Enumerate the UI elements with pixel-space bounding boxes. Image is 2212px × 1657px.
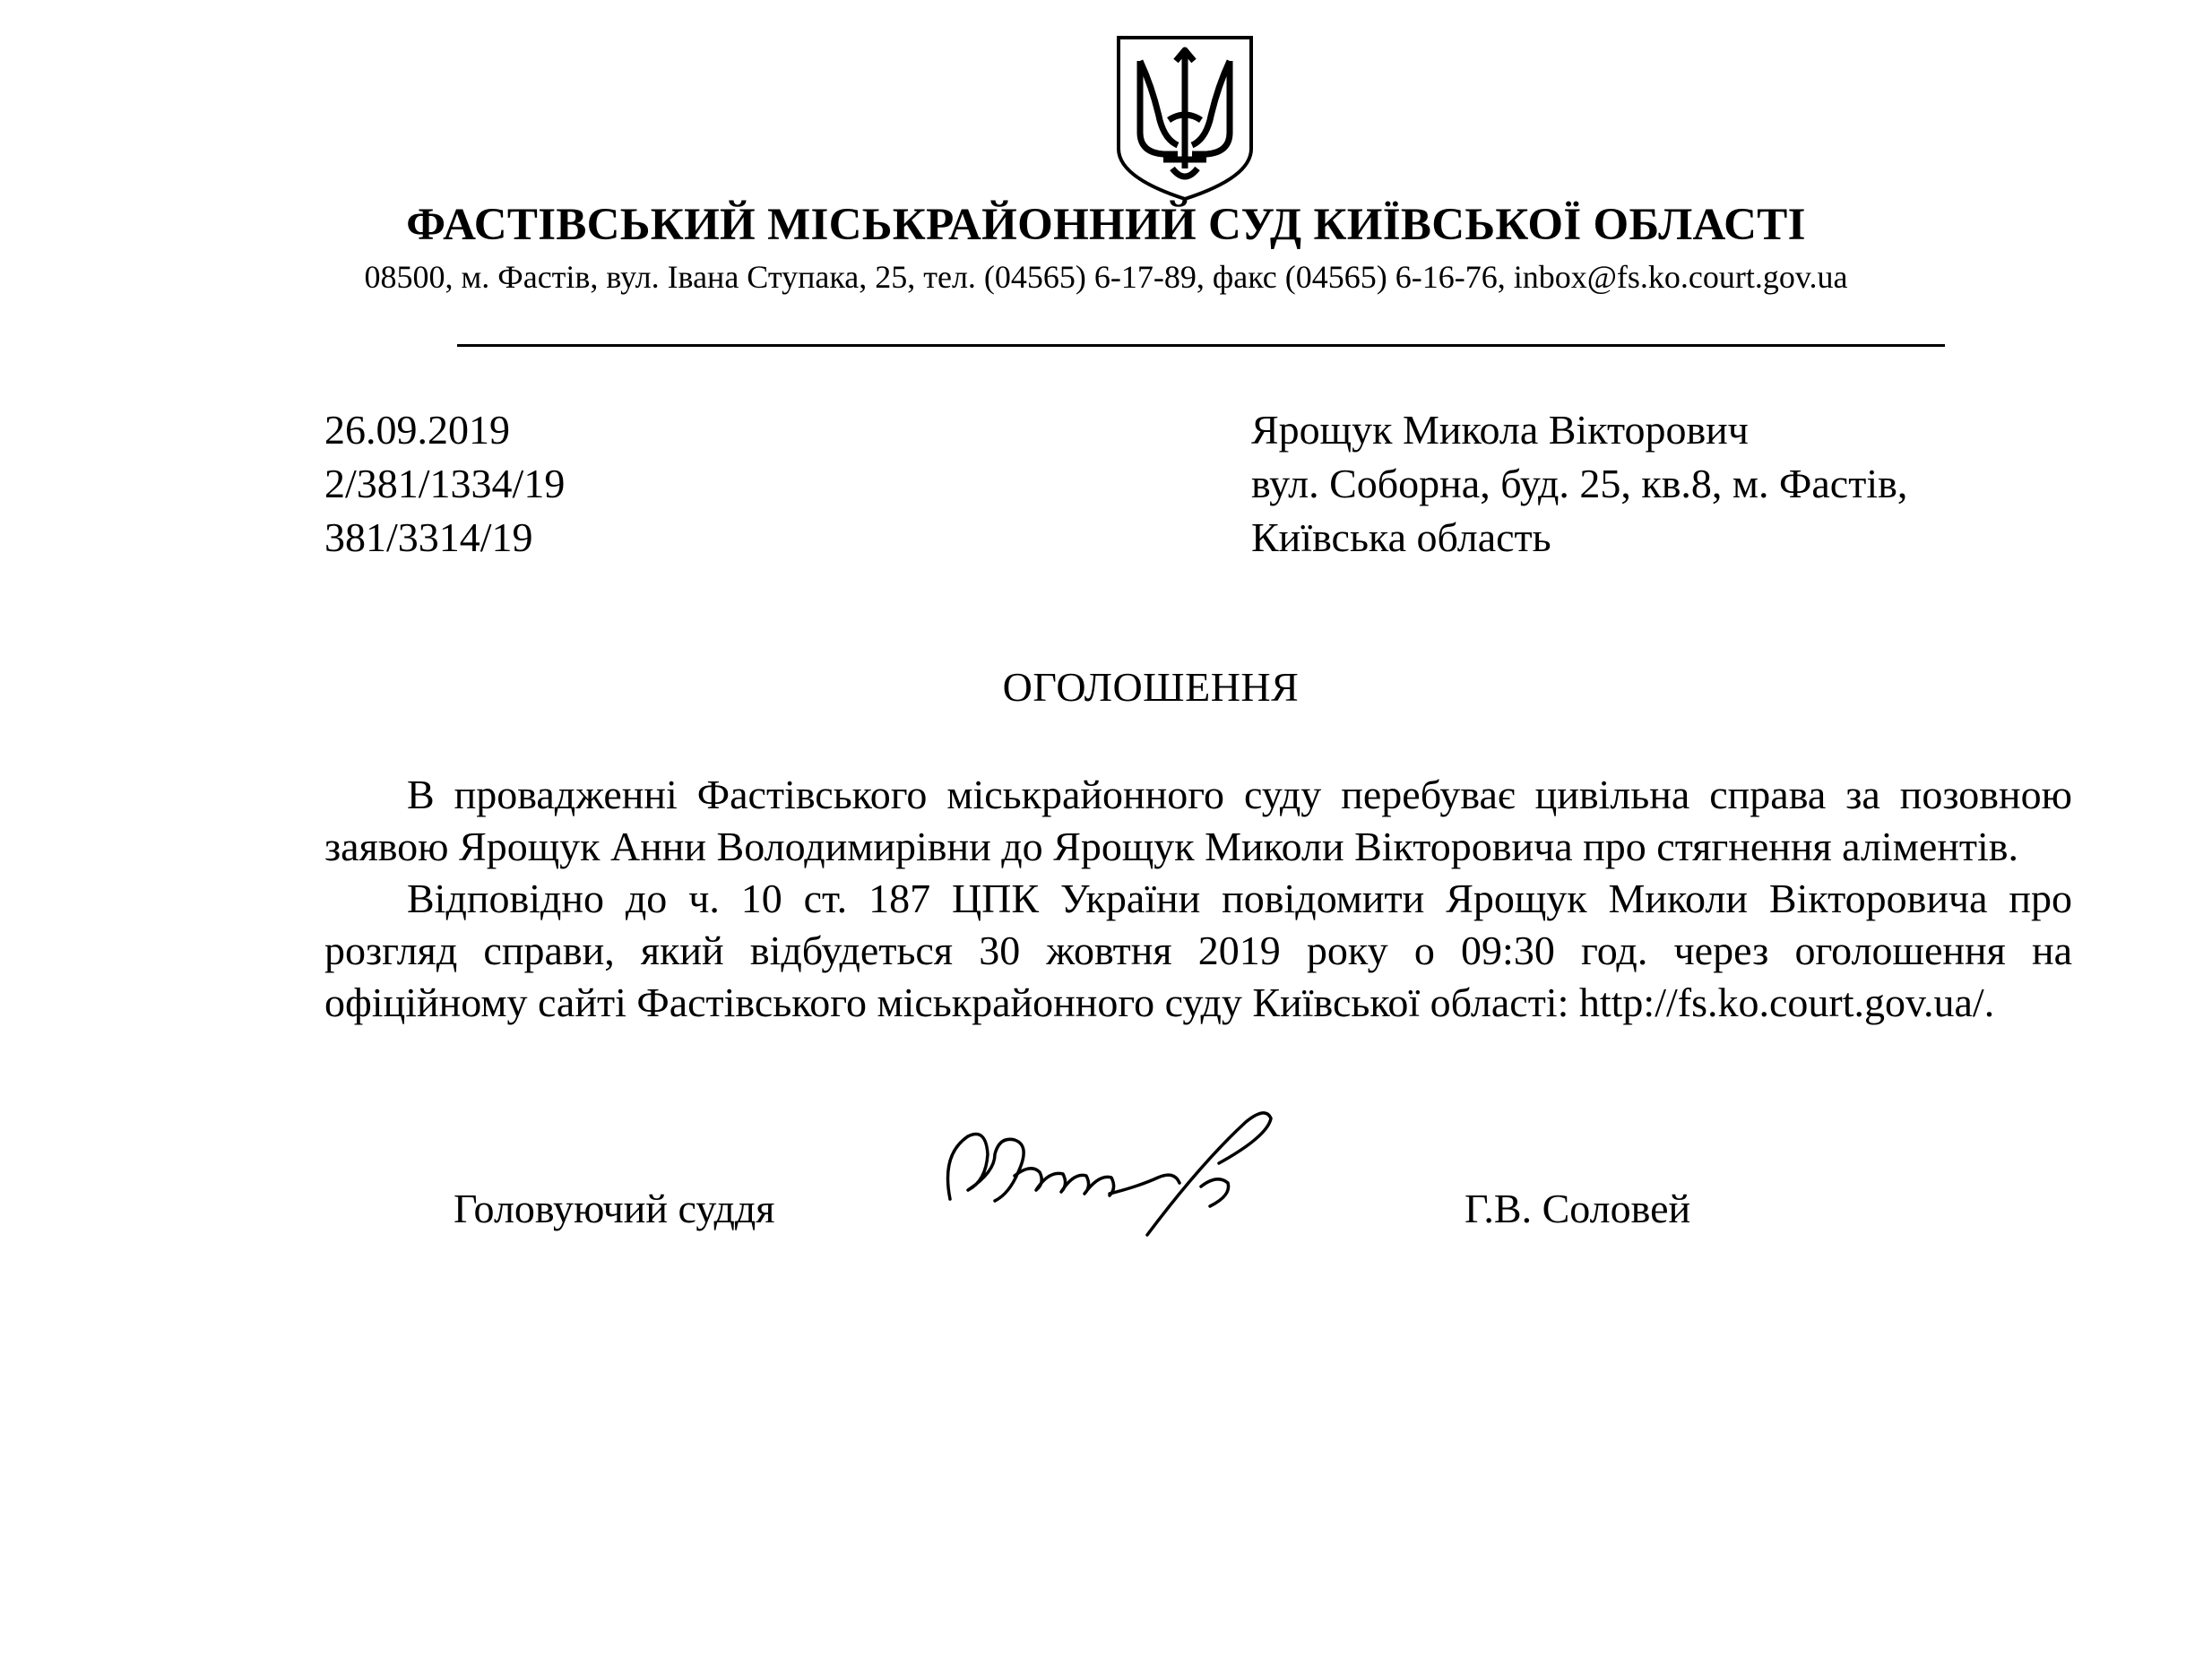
document-title: ОГОЛОШЕННЯ — [1002, 664, 1300, 710]
judge-role: Головуючий суддя — [454, 1186, 775, 1231]
recipient-address-line-2: Київська область — [1251, 514, 1551, 560]
handwritten-signature-icon — [932, 1100, 1309, 1244]
judge-name: Г.В. Соловей — [1465, 1186, 1691, 1231]
court-name: ФАСТІВСЬКИЙ МІСЬКРАЙОННИЙ СУД КИЇВСЬКОЇ ОБЛАСТІ — [406, 200, 1806, 250]
recipient-name: Ярощук Микола Вікторович — [1251, 407, 1749, 453]
recipient-block — [1251, 403, 1907, 565]
proceeding-number: 381/3314/19 — [324, 514, 533, 560]
case-number: 2/381/1334/19 — [324, 461, 566, 506]
recipient-address-line-1: вул. Соборна, буд. 25, кв.8, м. Фастів, — [1251, 461, 1908, 506]
document-date: 26.09.2019 — [324, 407, 510, 453]
trident-emblem-icon — [1113, 34, 1257, 201]
header-divider — [457, 344, 1945, 347]
body-paragraph: В провадженні Фастівського міськрайонного суду перебуває цивільна справа за позовною заявою Ярощук Анни Володимирівни до Ярощук Миколи Вікторовича про стягнення аліментів. — [324, 772, 2072, 869]
court-address: 08500, м. Фастів, вул. Івана Ступака, 25, тел. (04565) 6-17-89, факс (04565) 6-16-76, inbox@fs.ko.court.gov.ua — [364, 259, 1848, 295]
document-body — [324, 769, 2072, 1029]
body-paragraph: Відповідно до ч. 10 ст. 187 ЦПК України повідомити Ярощук Миколи Вікторовича про розгляд справи, який відбудеться 30 жовтня 2019 року о 09:30 год. через оголошення на офіційному сайті Фастівського міськрайонного суду Київської області: http://fs.ko.court.gov.ua/. — [324, 876, 2072, 1025]
document-meta — [324, 403, 565, 565]
